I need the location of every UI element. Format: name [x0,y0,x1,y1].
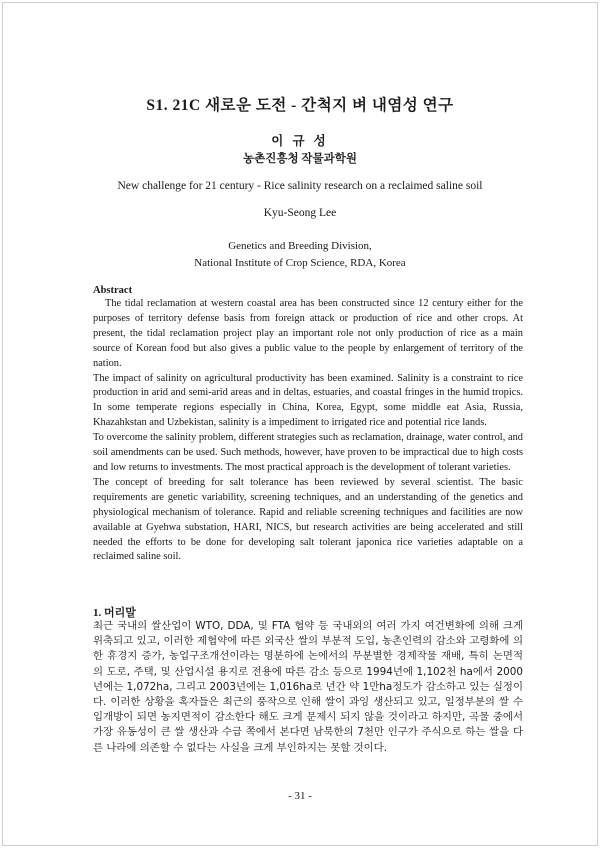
abstract-heading: Abstract [93,285,133,296]
abstract-paragraph: To overcome the salinity problem, different strategies such as reclamation, drainage, water control, and soil amendments can be used. Such methods, however, have proven to be impractical due to high costs and low returns to investments. The most practical approach is the development of tolerant varieties. [93,432,523,473]
abstract-paragraph: The concept of breeding for salt tolerance has been reviewed by several scientist. The basic requirements are genetic variability, screening techniques, and an understanding of the genetics and physiological mechanism of tolerance. Rapid and reliable screening techniques and facilities are now available at Gyehwa substation, HARI, NICS, but research activities are being accelerated and still needed the efforts to be done for developing salt tolerant japonica rice varieties adaptable on a reclaimed saline soil. [93,476,523,563]
section-body [93,619,523,756]
affiliation-english-line-2: National Institute of Crop Science, RDA, Korea [194,257,406,269]
author-korean: 이 규 성 [271,134,329,148]
section-paragraph: 최근 국내의 쌀산업이 WTO, DDA, 및 FTA 협약 등 국내외의 여러 가지 여건변화에 의해 크게 위축되고 있고, 이러한 제협약에 따른 외국산 쌀의 부분적 도입, 농촌인력의 감소와 고령화에 의한 휴경지 증가, 농업구조개선이라는 명분하에 논에서의 무분별한 경제작물 재배, 특히 논면적의 도로, 주택, 및 산업시설 용지로 전용에 따른 감소 등으로 1994년에 1,102천 ha에서 2000년에는 1,072ha, 그리고 2003년에는 1,016ha로 년간 약 1만ha정도가 감소하고 있는 실정이다. 이러한 상황을 혹자들은 최근의 풍작으로 인해 쌀이 과잉 생산되고 있고, 일정부분의 쌀 수입개방이 되면 농지면적이 감소한다 해도 크게 문제시 되지 않을 것이라고 하지만, 곡물 중에서 가장 유동성이 큰 쌀 생산과 수급 쪽에서 본다면 남북한의 7천만 인구가 주식으로 하는 쌀을 다른 나라에 의존할 수 없다는 사실을 크게 부인하지는 못할 것이다. [93,620,523,754]
abstract-paragraph: The impact of salinity on agricultural productivity has been examined. Salinity is a constraint to rice production in arid and semi-arid areas and in deltas, estuaries, and coastal fringes in the humid tropics. In some temperate regions especially in China, Korea, Egypt, some middle eat Asia, Russia, Khazahkstan and Uzbekistan, salinity is a impediment to irrigated rice and potential rice lands. [93,372,523,429]
affiliation-english-line-1: Genetics and Breeding Division, [228,240,372,252]
abstract-body [93,297,523,565]
abstract-paragraph: The tidal reclamation at western coastal area has been constructed since 12 century either for the purposes of territory defense basis from foreign attack or production of rice and other crops. At present, the tidal reclamation project play an important role not only production of rice as a main source of Korean food but also gives a public value to the people by enlargement of territory of the nation. [93,298,523,369]
author-english: Kyu-Seong Lee [263,207,337,219]
affiliation-english [0,238,600,272]
section-heading: 1. 머리말 [93,607,136,619]
page-number: - 31 - [288,790,312,802]
paper-title: S1. 21C 새로운 도전 - 간척지 벼 내염성 연구 [146,97,454,114]
affiliation-korean: 농촌진흥청 작물과학원 [243,153,357,165]
paper-title-english: New challenge for 21 century - Rice salinity research on a reclaimed saline soil [117,180,483,192]
